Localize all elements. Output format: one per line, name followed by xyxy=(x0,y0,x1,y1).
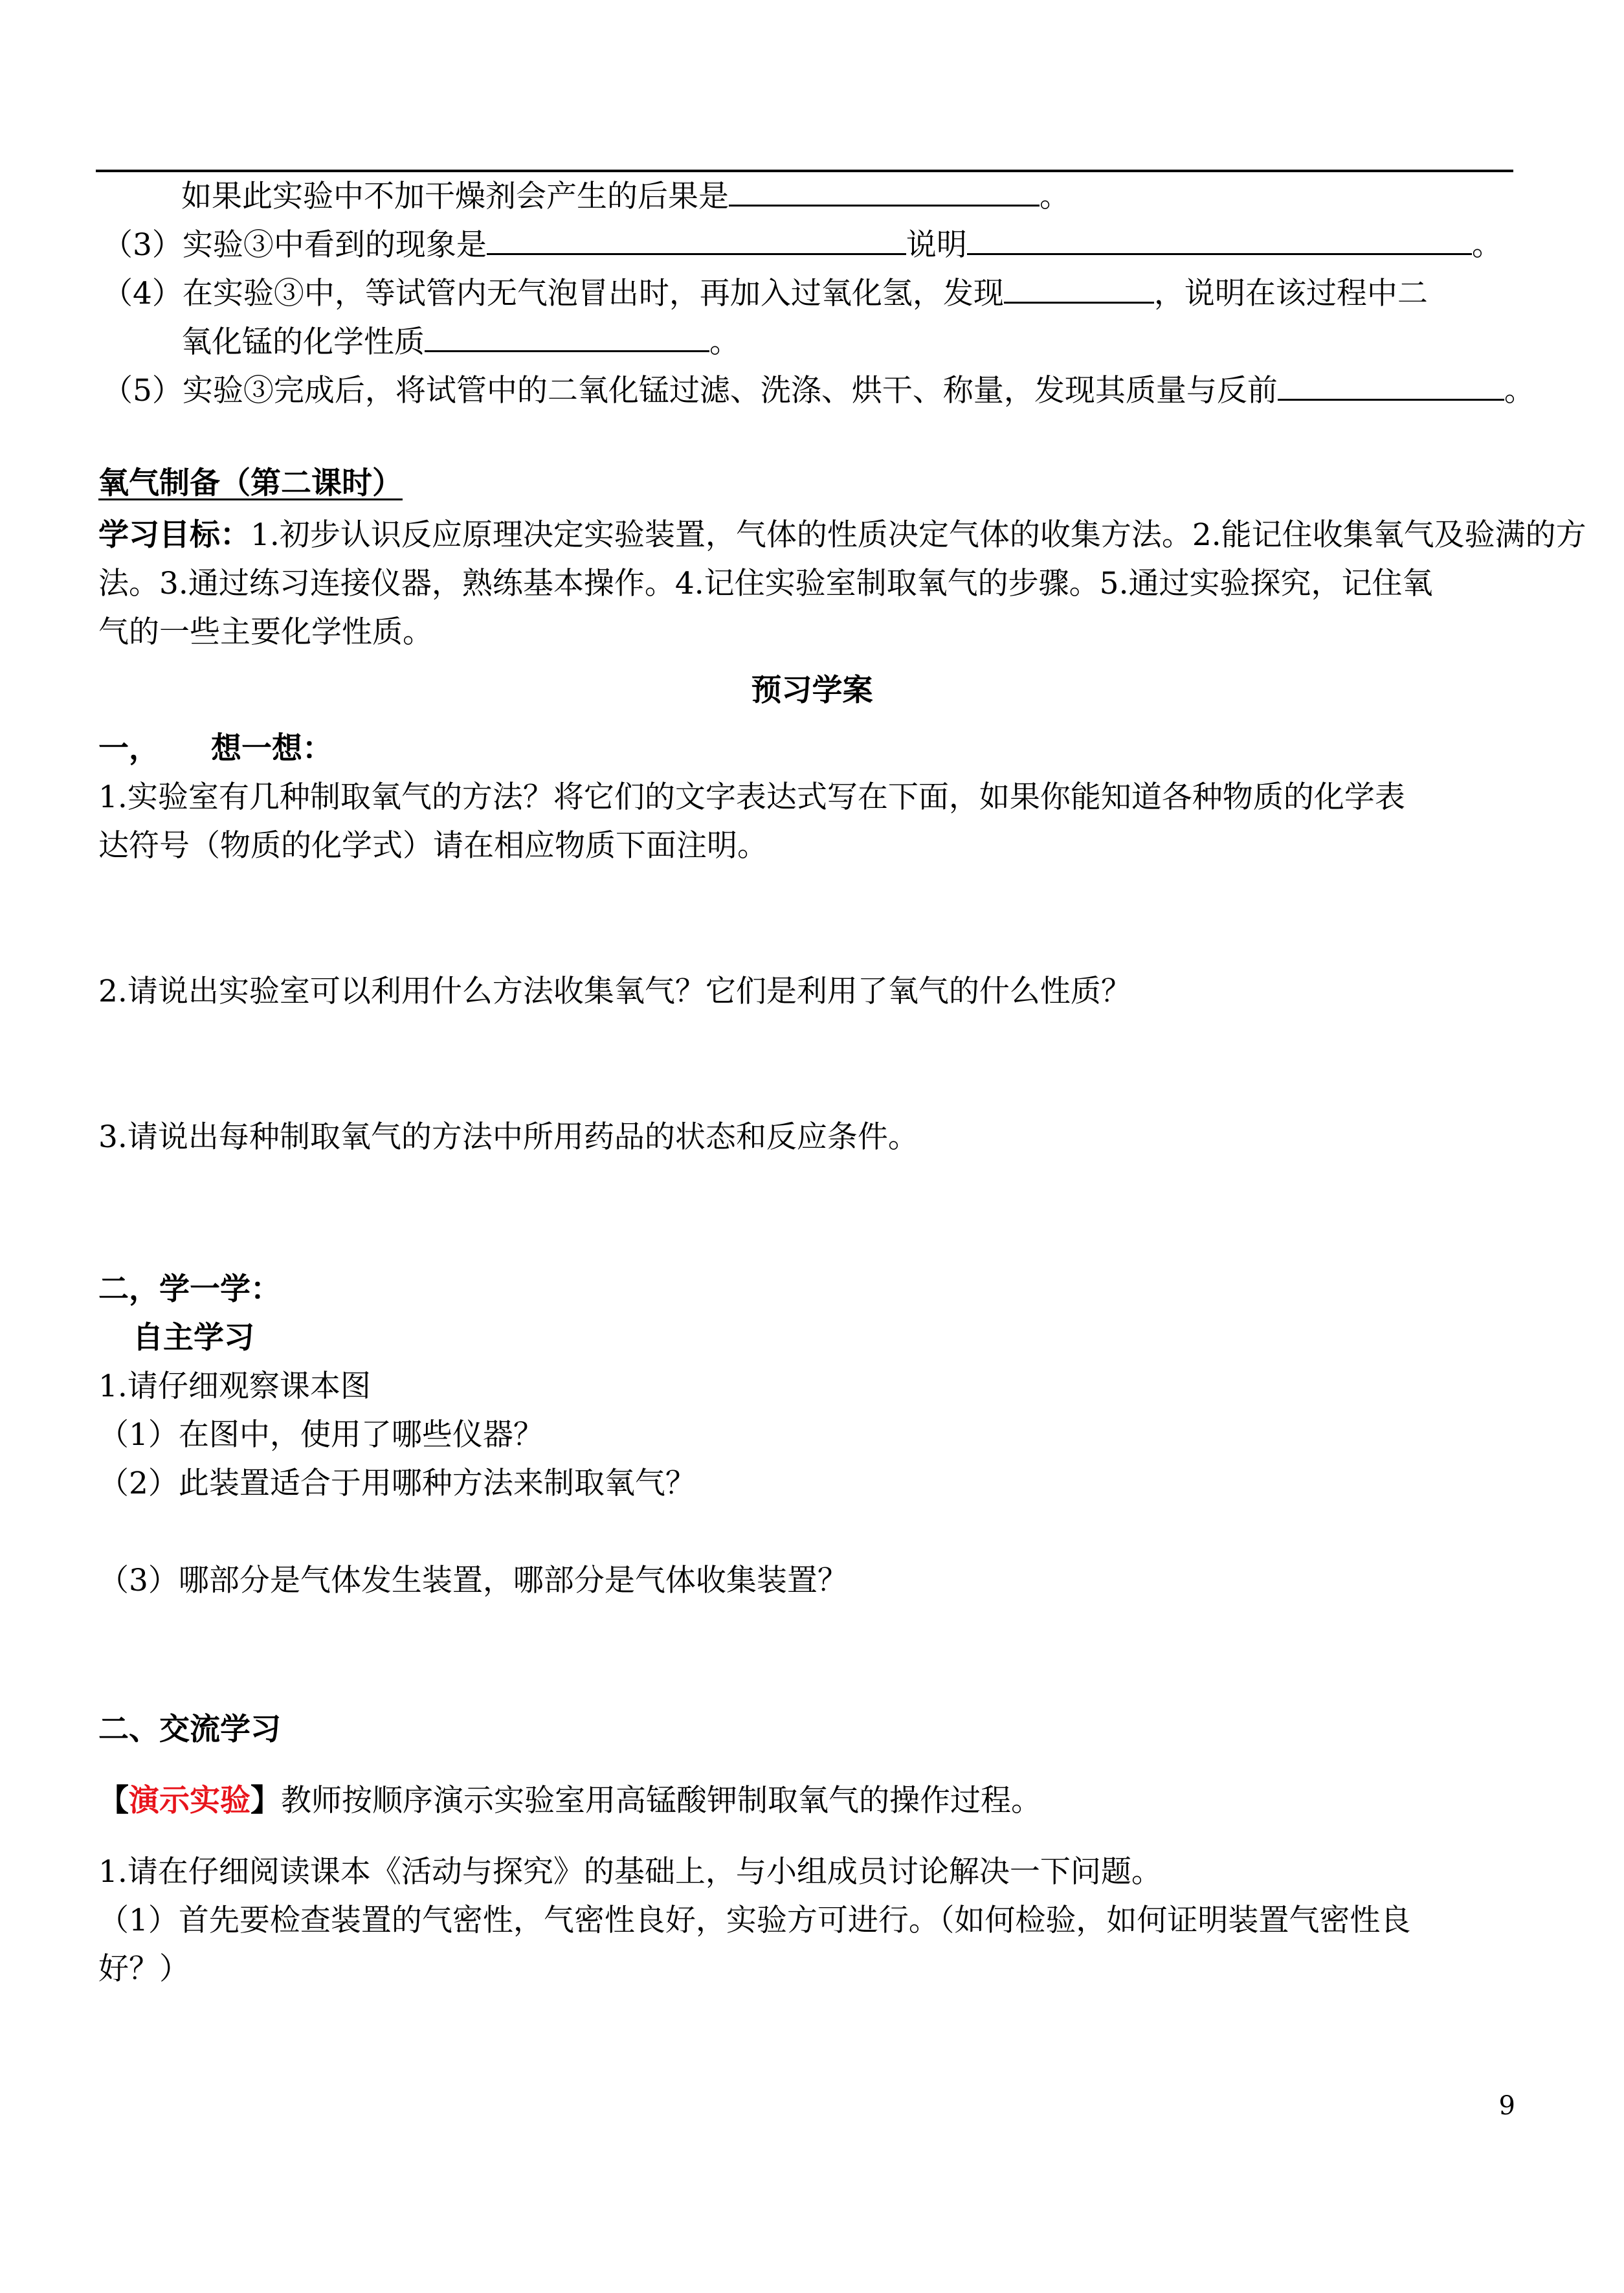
text: 氧化锰的化学性质 xyxy=(181,324,425,360)
text: 。 xyxy=(1040,179,1070,214)
text: 说明 xyxy=(906,227,967,263)
section2-q1-3: （3）哪部分是气体发生装置，哪部分是气体收集装置？ xyxy=(98,1563,848,1598)
text: 。 xyxy=(1504,373,1535,408)
prev-line-1 xyxy=(181,175,1070,218)
section1-q2: 2.请说出实验室可以利用什么方法收集氧气？它们是利用了氧气的什么性质？ xyxy=(98,974,1131,1009)
objectives-line-2: 法。3.通过练习连接仪器，熟练基本操作。4.记住实验室制取氧气的步骤。5.通过实验探究，记住氧 xyxy=(98,566,1433,601)
section3-q1-1-line-1: （1）首先要检查装置的气密性，气密性良好，实验方可进行。（如何检验，如何证明装置气密性良 xyxy=(98,1903,1411,1938)
lesson-title: 氧气制备（第二课时） xyxy=(98,465,403,501)
page-number: 9 xyxy=(1498,2091,1515,2121)
header-rule xyxy=(96,170,1513,172)
text: ，说明在该过程中二 xyxy=(1153,276,1428,311)
text: 。 xyxy=(1471,227,1502,263)
demo-text: 教师按顺序演示实验室用高锰酸钾制取氧气的操作过程。 xyxy=(281,1783,1041,1818)
text: 如果此实验中不加干燥剂会产生的后果是 xyxy=(181,179,729,214)
text: （3）实验③中看到的现象是 xyxy=(102,227,487,263)
section1-heading xyxy=(98,728,333,770)
section1-q1-line-1: 1.实验室有几种制取氧气的方法？将它们的文字表达式写在下面，如果你能知道各种物质的化学表 xyxy=(98,779,1405,815)
prev-q3 xyxy=(102,223,1502,266)
demo-label: 演示实验 xyxy=(129,1783,250,1818)
heading-text: 想一想： xyxy=(211,731,333,766)
section3-q1: 1.请在仔细阅读课本《活动与探究》的基础上，与小组成员讨论解决一下问题。 xyxy=(98,1854,1162,1890)
prev-q4 xyxy=(102,272,1428,315)
text: 。 xyxy=(709,324,740,360)
answer-blank xyxy=(967,223,1472,255)
bracket-close: 】 xyxy=(250,1783,281,1818)
text: （5）实验③完成后，将试管中的二氧化锰过滤、洗涤、烘干、称量，发现其质量与反前 xyxy=(102,373,1278,408)
section2-q1: 1.请仔细观察课本图 xyxy=(98,1369,371,1404)
objectives-line-1 xyxy=(98,515,1586,556)
text: 1.初步认识反应原理决定实验装置，气体的性质决定气体的收集方法。2.能记住收集氧气及验满的方 xyxy=(250,517,1586,553)
demo-line xyxy=(98,1780,1041,1822)
section1-q3: 3.请说出每种制取氧气的方法中所用药品的状态和反应条件。 xyxy=(98,1119,918,1155)
answer-blank xyxy=(1004,272,1154,304)
preview-title: 预习学案 xyxy=(751,673,873,708)
section2-q1-1: （1）在图中，使用了哪些仪器？ xyxy=(98,1417,544,1453)
prev-q4-cont xyxy=(181,320,740,363)
answer-blank xyxy=(425,320,709,352)
answer-blank xyxy=(729,175,1040,207)
section3-q1-1-line-2: 好？） xyxy=(98,1951,190,1987)
section2-heading: 二，学一学： xyxy=(98,1271,281,1307)
section3-heading: 二、交流学习 xyxy=(98,1712,281,1747)
text: （4）在实验③中，等试管内无气泡冒出时，再加入过氧化氢，发现 xyxy=(102,276,1004,311)
section1-q1-line-2: 达符号（物质的化学式）请在相应物质下面注明。 xyxy=(98,828,768,864)
objectives-line-3: 气的一些主要化学性质。 xyxy=(98,614,433,650)
objectives-label: 学习目标： xyxy=(98,517,250,553)
heading-number: 一， xyxy=(98,731,159,766)
bracket-open: 【 xyxy=(98,1783,129,1818)
section2-q1-2: （2）此装置适合于用哪种方法来制取氧气？ xyxy=(98,1466,696,1501)
answer-blank xyxy=(487,223,906,255)
section2-subheading: 自主学习 xyxy=(133,1320,254,1356)
prev-q5 xyxy=(102,369,1535,412)
answer-blank xyxy=(1278,369,1504,401)
